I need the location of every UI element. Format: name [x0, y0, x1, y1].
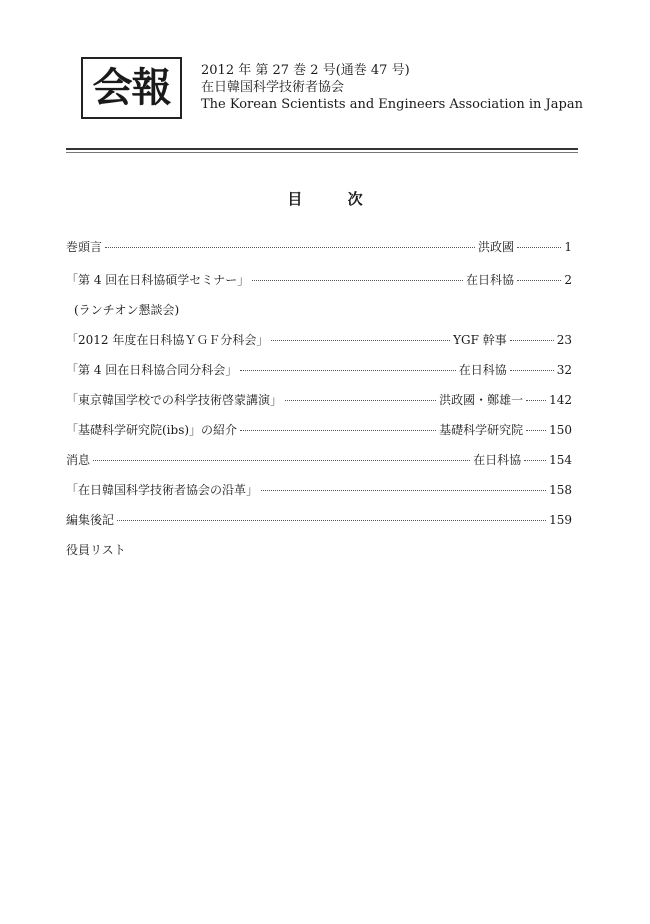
- toc-entry-author: 洪政國: [477, 240, 514, 254]
- dot-leader: [117, 520, 546, 521]
- toc-entry[interactable]: [66, 391, 572, 411]
- toc-entry[interactable]: [66, 541, 572, 561]
- toc-entry-title: 役員リスト: [66, 543, 126, 557]
- toc-entry-page: 1: [564, 240, 572, 254]
- dot-leader: [517, 247, 561, 248]
- toc-entry-author: 基礎科学研究院: [439, 423, 524, 437]
- toc-entry-author: 在日科協: [473, 453, 522, 467]
- toc-entry-title: 「第 4 回在日科協碩学セミナー」: [66, 273, 250, 287]
- toc-entry-page: 2: [564, 273, 572, 287]
- header-info: [201, 62, 583, 113]
- toc-entry[interactable]: [66, 238, 572, 258]
- toc-entry-title: 「東京韓国学校での科学技術啓蒙講演」: [66, 393, 283, 407]
- org-name-en: The Korean Scientists and Engineers Association in Japan: [201, 97, 583, 112]
- header-rule-thin: [66, 152, 578, 153]
- toc-entry-page: 158: [549, 483, 572, 497]
- org-name-ja: 在日韓国科学技術者協会: [201, 80, 345, 95]
- dot-leader: [517, 280, 561, 281]
- toc-entry[interactable]: [66, 451, 572, 471]
- toc-title: 目 次: [287, 190, 383, 208]
- issue-line: 2012 年 第 27 巻 2 号(通巻 47 号): [201, 63, 410, 78]
- toc-entry-page: 154: [549, 453, 572, 467]
- toc-entry-page: 159: [549, 513, 572, 527]
- toc-entry-page: 142: [549, 393, 572, 407]
- toc-entry[interactable]: [66, 331, 572, 351]
- dot-leader: [510, 370, 554, 371]
- toc-entry-page: 150: [549, 423, 572, 437]
- toc-entry[interactable]: [66, 511, 572, 531]
- toc-entry-page: 23: [556, 333, 572, 347]
- toc-entry-title: 「在日韓国科学技術者協会の沿革」: [66, 483, 259, 497]
- dot-leader: [261, 490, 546, 491]
- toc-entry-page: 32: [556, 363, 572, 377]
- toc-entry-title: 「第 4 回在日科協合同分科会」: [66, 363, 238, 377]
- dot-leader: [240, 430, 436, 431]
- header-rule: [66, 148, 578, 150]
- toc-entry-author: 在日科協: [465, 273, 514, 287]
- toc-entry[interactable]: [66, 481, 572, 501]
- dot-leader: [526, 430, 546, 431]
- toc-entry[interactable]: [66, 421, 572, 441]
- dot-leader: [105, 247, 475, 248]
- dot-leader: [252, 280, 463, 281]
- dot-leader: [524, 460, 546, 461]
- toc-entry-subtitle: [66, 301, 572, 321]
- toc-entry-title: 巻頭言: [66, 240, 103, 254]
- dot-leader: [526, 400, 546, 401]
- toc-entry-author: 在日科協: [458, 363, 507, 377]
- toc-entry-title: 編集後記: [66, 513, 115, 527]
- dot-leader: [271, 340, 450, 341]
- dot-leader: [285, 400, 436, 401]
- toc-entry[interactable]: [66, 271, 572, 291]
- toc-entry-title: (ランチオン懇談会): [74, 303, 180, 317]
- dot-leader: [93, 460, 470, 461]
- toc-entry-author: 洪政國・鄭雄一: [439, 393, 524, 407]
- toc-entry-title: 消息: [66, 453, 91, 467]
- bulletin-logo: [81, 57, 182, 119]
- logo-text: 会報: [92, 64, 171, 111]
- toc-entry-title: 「基礎科学研究院(ibs)」の紹介: [66, 423, 238, 437]
- dot-leader: [240, 370, 455, 371]
- toc-entry[interactable]: [66, 361, 572, 381]
- toc-entry-author: YGF 幹事: [453, 333, 507, 347]
- toc-entry-title: 「2012 年度在日科協ＹＧＦ分科会」: [66, 333, 269, 347]
- dot-leader: [510, 340, 554, 341]
